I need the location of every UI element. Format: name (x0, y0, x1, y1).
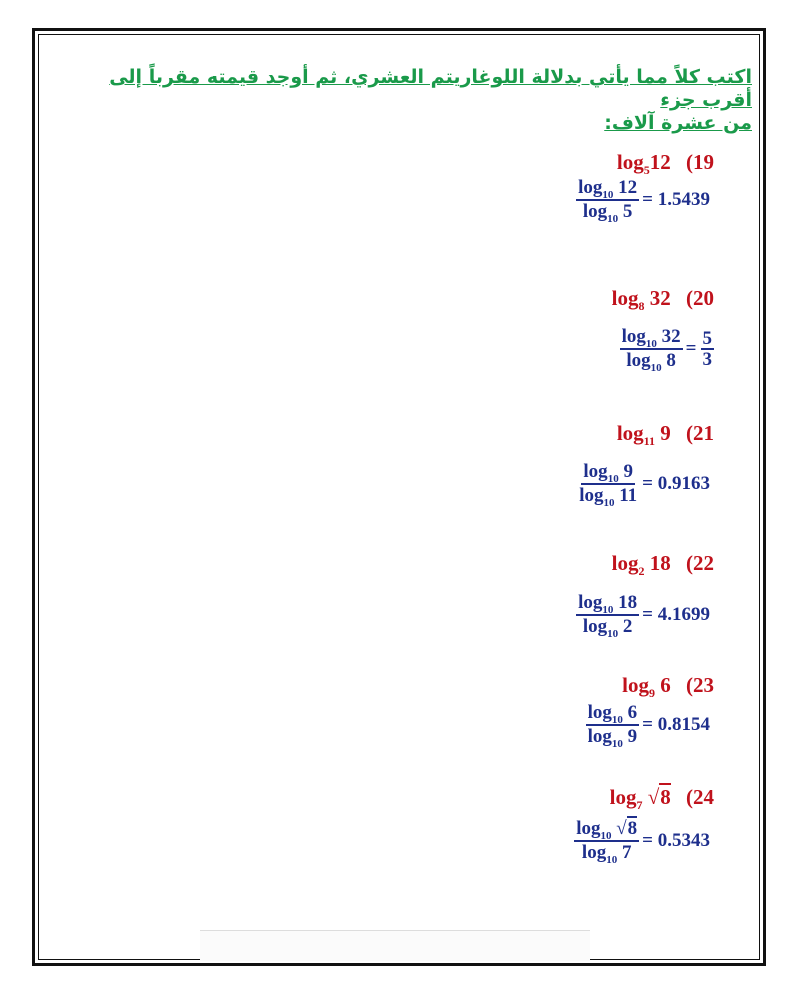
result-value: = 0.9163 (642, 473, 710, 494)
fraction-denominator: $\log_{10} 2$ (582, 616, 633, 640)
log-argument: 6 (660, 673, 671, 697)
equals-sign: = (685, 338, 697, 359)
change-of-base-fraction (586, 702, 640, 748)
change-of-base-fraction (620, 326, 683, 372)
radicand: 8 (660, 785, 671, 809)
change-of-base-fraction (576, 592, 639, 638)
answer-21 (577, 461, 714, 507)
problem-22 (612, 551, 714, 576)
log-word: log (609, 785, 637, 809)
fraction-denominator: $\log_{10} 9$ (587, 726, 638, 750)
footer-strip (200, 930, 590, 961)
problem-23 (622, 673, 714, 698)
answer-19 (576, 177, 714, 223)
result-numerator: 5 (702, 328, 712, 349)
instruction-heading (62, 66, 752, 135)
problem-number: (22 (686, 551, 714, 575)
problem-number: (19 (686, 150, 714, 174)
fraction-numerator: $\log_{10} √8$ (576, 818, 638, 842)
log-base: 11 (643, 434, 655, 448)
log-argument: 9 (660, 421, 671, 445)
result-value: = 4.1699 (642, 604, 710, 625)
log-word: log (616, 421, 644, 445)
fraction-numerator: $\log_{10} 32$ (621, 326, 681, 350)
answer-22 (576, 592, 714, 638)
fraction-numerator: $\log_{10} 9$ (583, 461, 633, 485)
instruction-line-2: من عشرة آلاف: (604, 112, 752, 134)
change-of-base-fraction (576, 177, 639, 223)
result-denominator: 3 (702, 349, 712, 370)
result-value: = 0.8154 (642, 714, 710, 735)
instruction-line-1: اكتب كلاً مما يأتي بدلالة اللوغاريتم العشري، ثم أوجد قيمته مقرباً إلى أقرب جزء (109, 66, 752, 111)
log-base: 9 (649, 686, 655, 700)
fraction-numerator: $\log_{10} 6$ (587, 702, 638, 726)
log-argument: 18 (649, 551, 671, 575)
fraction-denominator: $\log_{10} 5$ (582, 201, 633, 225)
change-of-base-fraction (577, 461, 639, 507)
answer-20 (620, 326, 714, 372)
log-word: log (622, 673, 649, 697)
log-word: log (611, 551, 639, 575)
problem-number: (23 (686, 673, 714, 697)
problem-19 (617, 150, 714, 175)
problem-number: (20 (686, 286, 714, 310)
log-base: 2 (638, 564, 645, 578)
log-word: log (616, 150, 644, 174)
fraction-denominator: $\log_{10} 7$ (581, 842, 632, 866)
problem-number: (24 (686, 785, 714, 809)
change-of-base-fraction (574, 818, 639, 864)
result-value: = 0.5343 (642, 830, 710, 851)
answer-23 (586, 702, 714, 748)
fraction-numerator: $\log_{10} 18$ (578, 592, 638, 616)
problem-21 (617, 421, 714, 446)
result-value: = 1.5439 (642, 189, 710, 210)
log-base: 7 (636, 798, 643, 812)
result-fraction (701, 329, 715, 369)
square-root: √8 (616, 818, 638, 839)
problem-20 (612, 286, 714, 311)
log-base: 8 (638, 299, 645, 313)
log-argument: 32 (649, 286, 671, 310)
fraction-denominator: $\log_{10} 8$ (626, 350, 676, 374)
log-base: 5 (643, 163, 650, 177)
problem-24 (610, 785, 714, 810)
radical-sign: √ (647, 785, 660, 809)
answer-24 (574, 818, 714, 864)
fraction-denominator: $\log_{10} 11$ (579, 485, 638, 509)
log-argument: 12 (649, 150, 671, 174)
problem-number: (21 (686, 421, 714, 445)
log-word: log (611, 286, 639, 310)
fraction-numerator: $\log_{10} 12$ (578, 177, 638, 201)
square-root (648, 783, 671, 809)
